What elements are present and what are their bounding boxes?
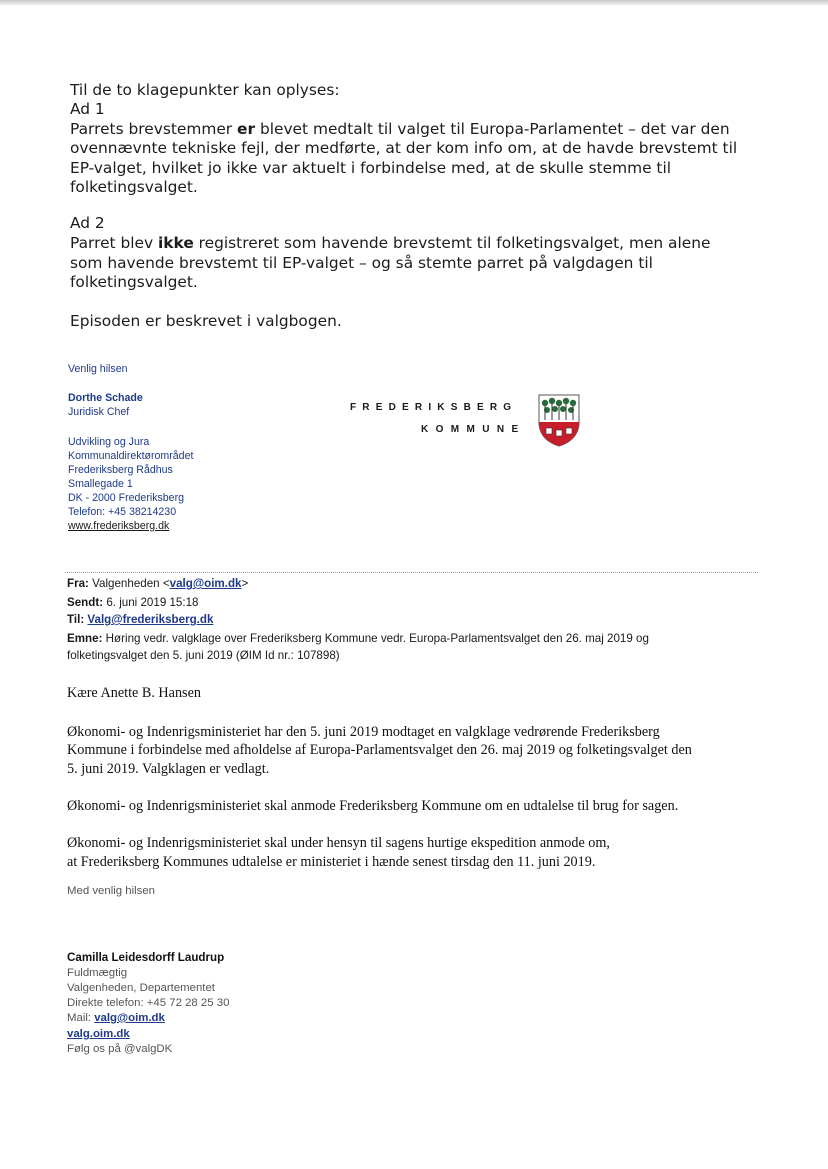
ad1-line-2: ovennævnte tekniske fejl, der medførte, at der kom info om, at de havde brevstemt til <box>70 139 738 157</box>
scan-top-edge <box>0 0 828 6</box>
oim-sig-web <box>67 1027 130 1042</box>
fk-sig-title: Juridisk Chef <box>68 406 130 418</box>
fk-city: DK - 2000 Frederiksberg <box>68 492 184 504</box>
oim-sig-unit: Valgenheden, Departementet <box>67 982 215 994</box>
oim-sig-mail: Mail: valg@oim.dk <box>67 1012 165 1024</box>
body-p2: Økonomi- og Indenrigsministeriet skal anmode Frederiksberg Kommune om en udtalelse til brug for sagen. <box>67 798 679 814</box>
salutation: Kære Anette B. Hansen <box>67 685 201 701</box>
fk-sig-name: Dorthe Schade <box>68 392 143 404</box>
episode-line: Episoden er beskrevet i valgbogen. <box>70 312 342 330</box>
email-subject-1: Emne: Høring vedr. valgklage over Frederiksberg Kommune vedr. Europa-Parlamentsvalget den 26. maj 2019 og <box>67 632 649 645</box>
brand-line-1: FREDERIKSBERG <box>350 402 518 413</box>
email-separator <box>65 572 758 573</box>
body-p1-line-1: Økonomi- og Indenrigsministeriet har den 5. juni 2019 modtaget en valgklage vedrørende Frederiksberg <box>67 724 660 740</box>
ad2-line-3: folketingsvalget. <box>70 273 198 291</box>
ad1-line-1: Parrets brevstemmer er blevet medtalt til valget til Europa-Parlamentet – det var den <box>70 120 730 138</box>
ad1-line-4: folketingsvalget. <box>70 178 198 196</box>
fk-dept: Udvikling og Jura <box>68 436 150 448</box>
fk-web-link[interactable]: www.frederiksberg.dk <box>68 520 170 532</box>
fk-phone: Telefon: +45 38214230 <box>68 506 177 518</box>
brand-line-2: KOMMUNE <box>421 424 526 435</box>
oim-mail-link[interactable]: valg@oim.dk <box>94 1012 165 1024</box>
body-p3-line-2: at Frederiksberg Kommunes udtalelse er ministeriet i hænde senest tirsdag den 11. juni 2019. <box>67 854 596 870</box>
email-sent: Sendt: 6. juni 2019 15:18 <box>67 596 199 609</box>
from-email-link[interactable]: valg@oim.dk <box>169 577 242 590</box>
fk-street: Smallegade 1 <box>68 478 133 490</box>
ad2-line-2: som havende brevstemt til EP-valget – og så stemte parret på valgdagen til <box>70 254 653 272</box>
oim-sig-name: Camilla Leidesdorff Laudrup <box>67 951 225 964</box>
body-p1-line-2: Kommune i forbindelse med afholdelse af Europa-Parlamentsvalget den 26. maj 2019 og folketingsvalget den <box>67 742 692 758</box>
email-subject-2: folketingsvalget den 5. juni 2019 (ØIM Id nr.: 107898) <box>67 649 340 662</box>
fk-office: Kommunaldirektørområdet <box>68 450 194 462</box>
body-p1-line-3: 5. juni 2019. Valgklagen er vedlagt. <box>67 761 270 777</box>
ad2-line-1: Parret blev ikke registreret som havende brevstemt til folketingsvalget, men alene <box>70 234 711 252</box>
oim-web-link[interactable]: valg.oim.dk <box>67 1028 130 1040</box>
closing: Med venlig hilsen <box>67 885 156 897</box>
oim-sig-phone: Direkte telefon: +45 72 28 25 30 <box>67 997 230 1009</box>
ad1-line-3: EP-valget, hvilket jo ikke var aktuelt i forbindelse med, at de skulle stemme til <box>70 159 672 177</box>
fk-building: Frederiksberg Rådhus <box>68 464 173 476</box>
to-email-link[interactable]: Valg@frederiksberg.dk <box>87 613 214 626</box>
fk-greeting: Venlig hilsen <box>68 363 128 375</box>
frederiksberg-crest-icon <box>535 392 583 448</box>
ad2-heading: Ad 2 <box>70 214 105 232</box>
email-from: Fra: Valgenheden <valg@oim.dk> <box>67 577 249 590</box>
oim-sig-follow: Følg os på @valgDK <box>67 1043 173 1055</box>
email-to: Til: Valg@frederiksberg.dk <box>67 613 214 626</box>
body-p3-line-1: Økonomi- og Indenrigsministeriet skal under hensyn til sagens hurtige ekspedition anmode om, <box>67 835 610 851</box>
intro-line: Til de to klagepunkter kan oplyses: <box>70 81 340 99</box>
oim-sig-title: Fuldmægtig <box>67 967 128 979</box>
ad1-heading: Ad 1 <box>70 100 105 118</box>
